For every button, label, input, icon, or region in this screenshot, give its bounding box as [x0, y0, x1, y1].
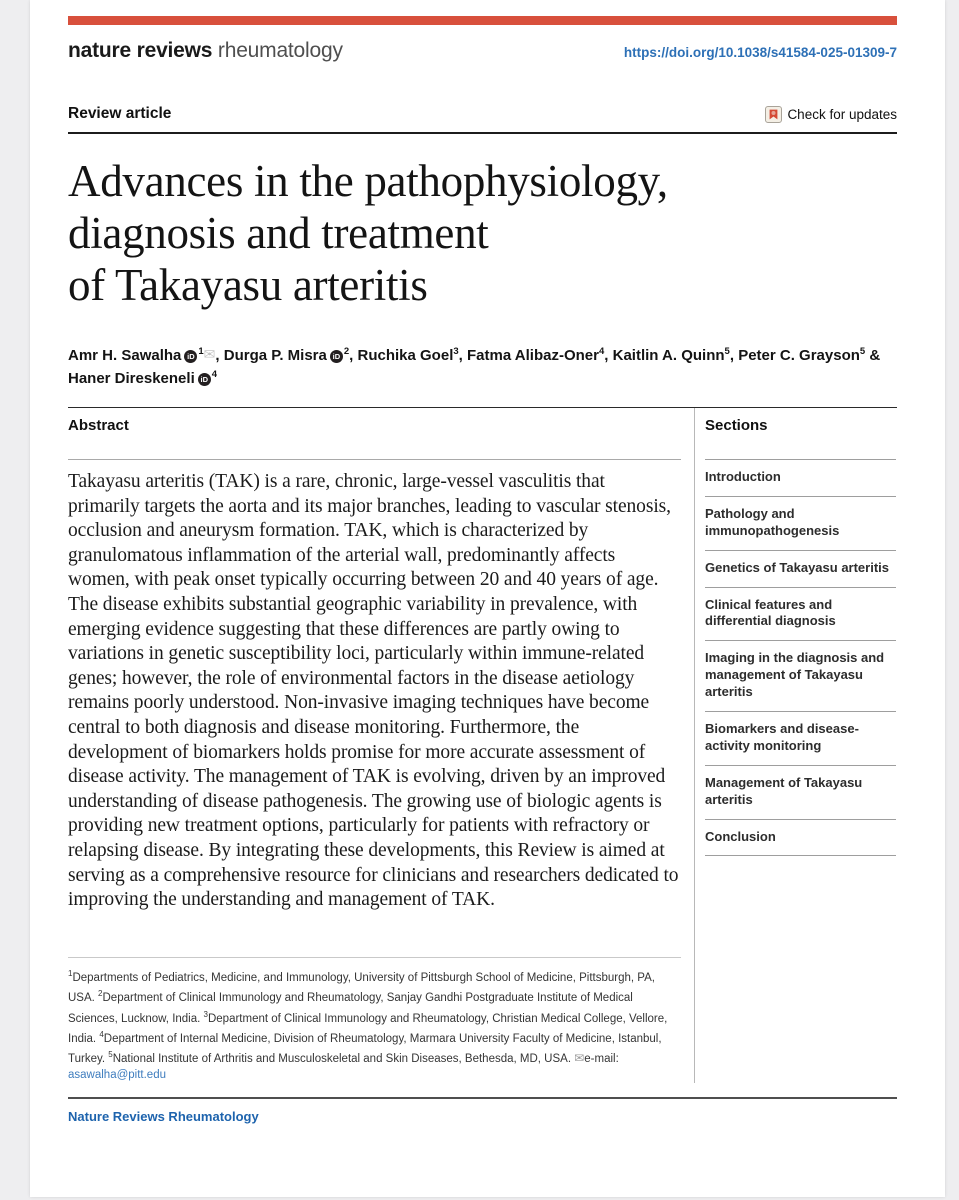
author-affiliation-superscript: 3	[453, 346, 459, 357]
section-link[interactable]: Conclusion	[705, 820, 896, 857]
divider	[68, 132, 897, 134]
check-for-updates-button[interactable]	[765, 106, 897, 123]
journal-logo-light: rheumatology	[212, 39, 343, 62]
email-icon: ✉	[574, 1051, 585, 1066]
article-type-label: Review article	[68, 105, 172, 122]
masthead	[68, 39, 897, 63]
sections-heading: Sections	[705, 417, 768, 434]
page-title	[68, 155, 897, 311]
article-type-row	[68, 105, 897, 123]
journal-logo-bold: nature reviews	[68, 39, 213, 62]
author-name[interactable]: Durga P. Misra	[223, 347, 327, 364]
email-link[interactable]: asawalha@pitt.edu	[68, 1068, 166, 1081]
section-link[interactable]: Introduction	[705, 460, 896, 497]
section-link[interactable]: Clinical features and differential diagnosis	[705, 588, 896, 642]
author-affiliation-superscript: 1	[198, 346, 204, 357]
author-name[interactable]: Ruchika Goel	[357, 347, 454, 364]
title-line-2: diagnosis and treatment	[68, 208, 489, 258]
abstract-heading: Abstract	[68, 417, 129, 434]
footer-journal-link[interactable]: Nature Reviews Rheumatology	[68, 1109, 259, 1125]
section-link[interactable]: Biomarkers and disease-activity monitoring	[705, 712, 896, 766]
affiliations-footnote: $^1$Departments of Pediatrics, Medicine, and Immunology, University of Pittsburgh School of Medicine, Pittsburgh, PA, USA. $^2$Department of Clinical Immunology and Rheumatology, Sanjay Gandhi Postgraduate Institute of Medical Sciences, Lucknow, India. $^3$Department of Clinical Immunology and Rheumatology, Christian Medical College, Vellore, India. $^4$Department of Internal Medicine, Division of Rheumatology, Marmara University Faculty of Medicine, Istanbul, Turkey. $^5$National Institute of Arthritis and Musculoskeletal and Skin Diseases, Bethesda, MD, USA. ✉e-mail: asawalha@pitt.edu	[68, 957, 681, 1084]
authors-line: Amr H. Sawalha iD $^1$✉, Durga P. Misra iD $^2$, Ruchika Goel$^3$, Fatma Alibaz-Oner$^4$, Kaitlin A. Quinn$^5$, Peter C. Grayson$^5$ & Haner Direskeneli iD $^4$	[68, 346, 881, 387]
check-for-updates-label: Check for updates	[787, 106, 897, 122]
crossmark-icon	[765, 106, 782, 123]
author-name[interactable]: Amr H. Sawalha	[68, 347, 182, 364]
author-affiliation-superscript: 5	[724, 346, 730, 357]
sections-sidebar	[694, 408, 896, 1083]
affiliation-superscript: 5	[108, 1050, 113, 1060]
author-name[interactable]: Fatma Alibaz-Oner	[467, 347, 599, 364]
affiliation-superscript: 4	[99, 1029, 104, 1039]
brand-accent-bar	[68, 16, 897, 25]
author-affiliation-superscript: 4	[598, 346, 605, 357]
author-name[interactable]: Kaitlin A. Quinn	[612, 347, 725, 364]
title-line-3: of Takayasu arteritis	[68, 260, 428, 310]
orcid-icon[interactable]: iD	[184, 350, 197, 363]
orcid-icon[interactable]: iD	[198, 373, 211, 386]
abstract-sections-area	[68, 407, 897, 1083]
doi-link[interactable]: https://doi.org/10.1038/s41584-025-01309-7	[623, 45, 897, 60]
corresponding-author-email-icon[interactable]: ✉	[203, 346, 216, 362]
orcid-icon[interactable]: iD	[330, 350, 343, 363]
abstract-text: Takayasu arteritis (TAK) is a rare, chronic, large-vessel vasculitis that primarily targets the aorta and its major branches, leading to vascular stenosis, occlusion and aneurysm formation. TAK, which is characterized by granulomatous inflammation of the arterial wall, predominantly affects women, with peak onset typically occurring between 20 and 40 years of age. The disease exhibits substantial geographic variability in prevalence, with emerging evidence suggesting that these differences are partly owing to variations in genetic susceptibility loci, particularly within immune-related genes; however, the role of environmental factors in the disease aetiology remains poorly understood. Non-invasive imaging techniques have become central to both diagnosis and disease monitoring. Furthermore, the development of biomarkers holds promise for more accurate assessment of disease activity. The management of TAK is evolving, driven by an improved understanding of disease pathogenesis. The growing use of biologic agents is providing new treatment options, particularly for patients with refractory or relapsing disease. By integrating these developments, this Review is aimed at serving as a comprehensive resource for clinicians and researchers dedicated to improving the understanding and management of TAK.	[68, 471, 679, 911]
section-link[interactable]: Imaging in the diagnosis and management of Takayasu arteritis	[705, 641, 896, 712]
affiliation-superscript: 3	[203, 1009, 208, 1019]
section-link[interactable]: Genetics of Takayasu arteritis	[705, 551, 896, 588]
section-link[interactable]: Pathology and immunopathogenesis	[705, 497, 896, 551]
affiliation-superscript: 1	[68, 968, 73, 978]
title-line-1: Advances in the pathophysiology,	[68, 156, 668, 206]
author-affiliation-superscript: 4	[211, 368, 218, 380]
author-affiliation-superscript: 5	[859, 346, 866, 357]
author-name[interactable]: Haner Direskeneli	[68, 369, 195, 387]
divider	[68, 1097, 897, 1099]
divider	[68, 459, 681, 460]
author-affiliation-superscript: 2	[343, 346, 350, 357]
sections-list	[705, 460, 896, 856]
article-page	[30, 0, 945, 1197]
abstract-column	[68, 408, 681, 1083]
affiliation-superscript: 2	[98, 989, 103, 999]
author-name[interactable]: Peter C. Grayson	[738, 347, 860, 364]
section-link[interactable]: Management of Takayasu arteritis	[705, 766, 896, 820]
journal-logo	[68, 39, 343, 63]
